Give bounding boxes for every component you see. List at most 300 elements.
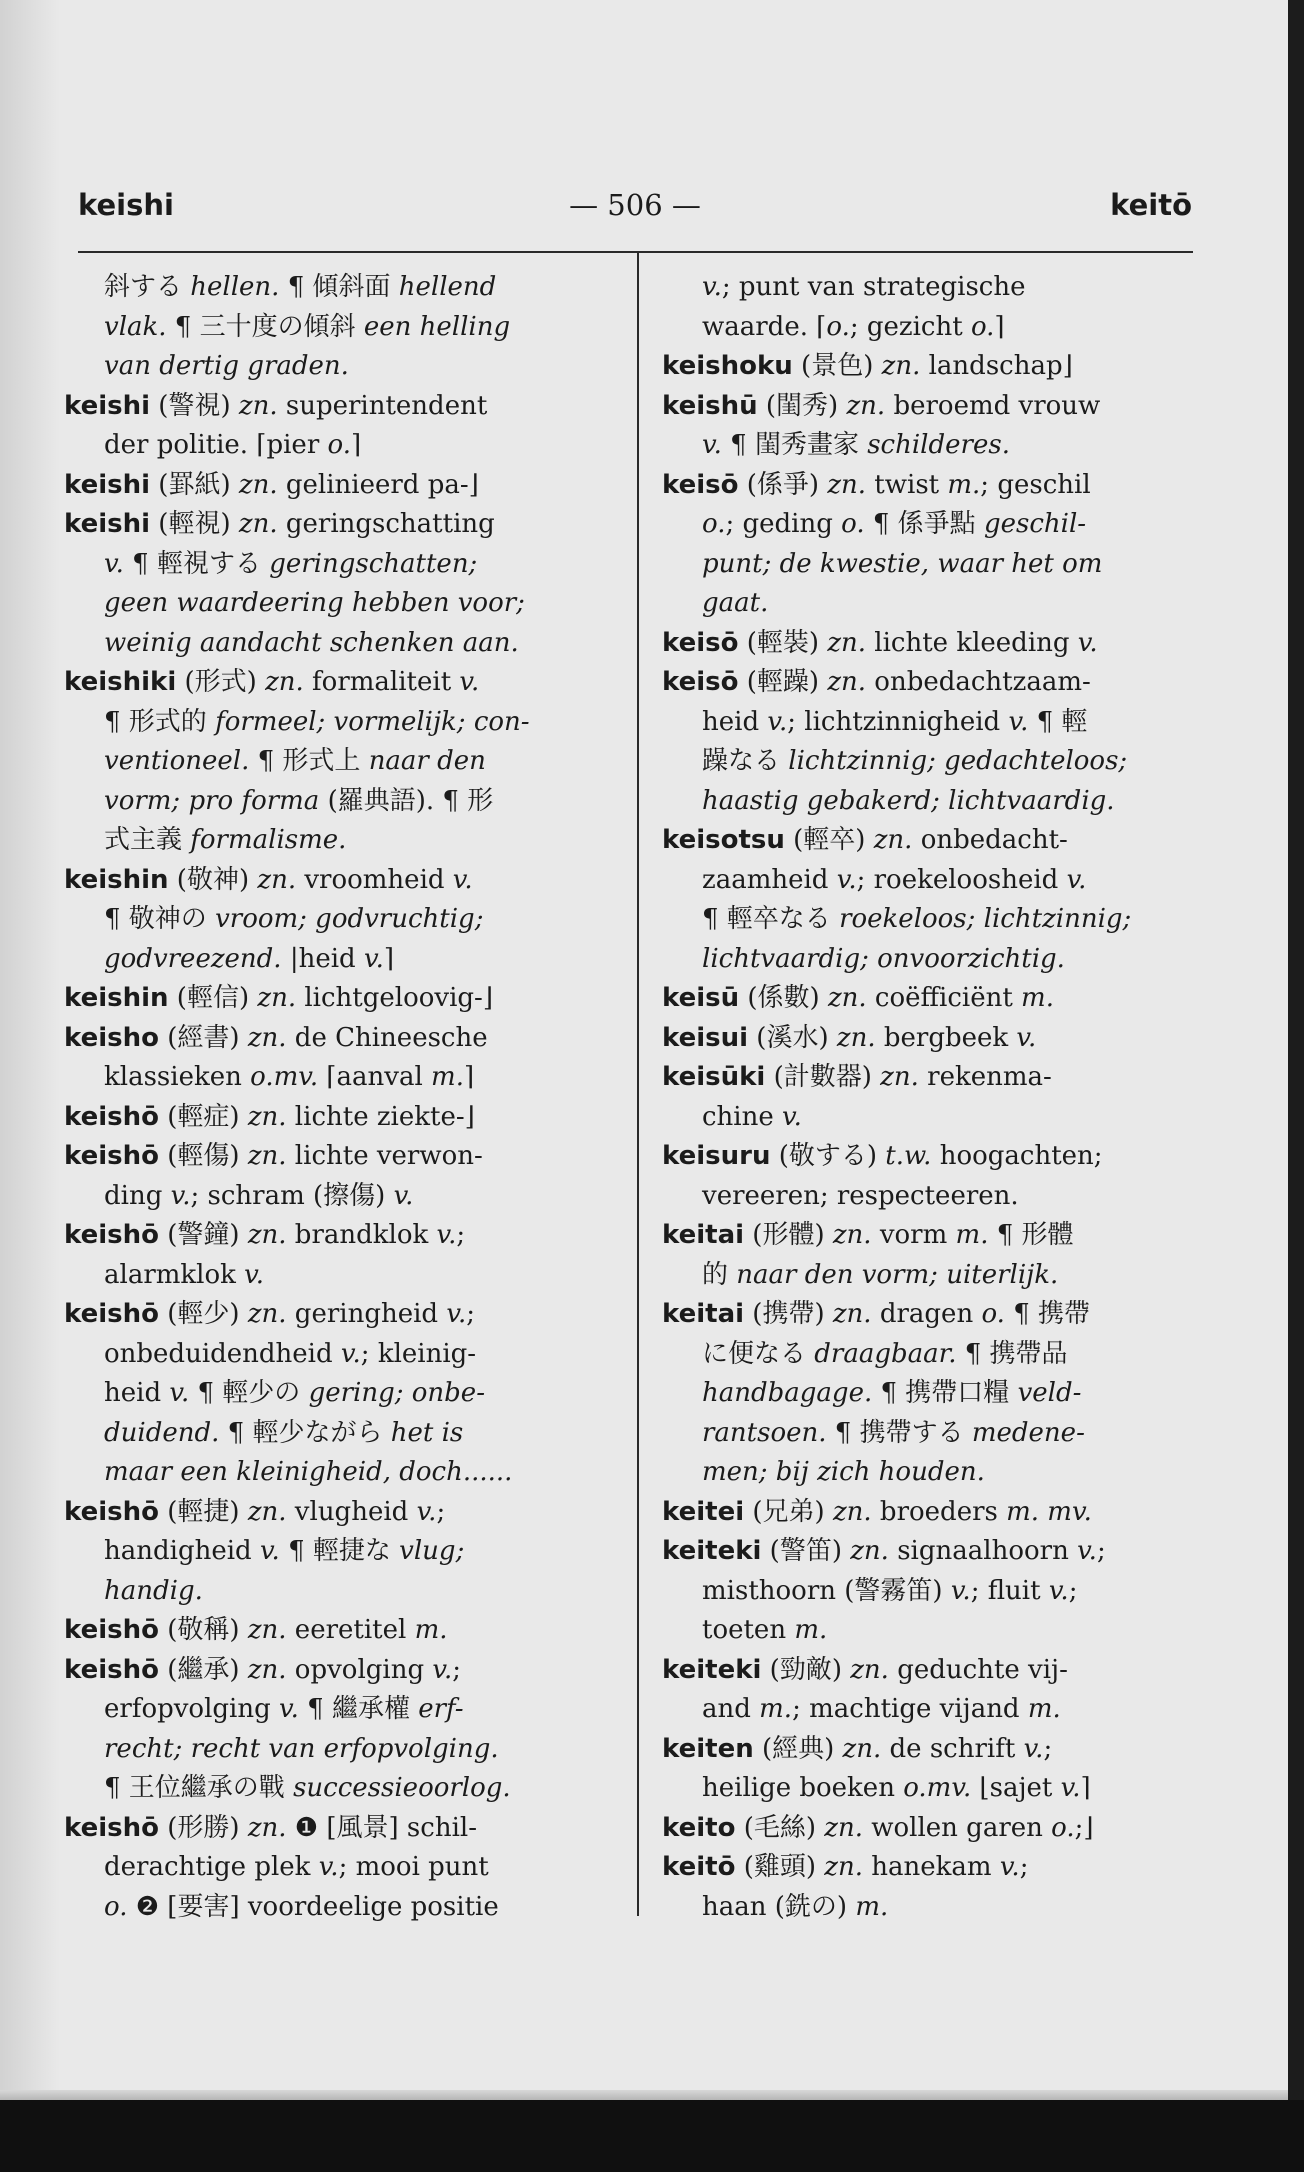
entry-text: (罫紙) [150,469,239,500]
entry-line [64,861,614,901]
column-divider [637,251,639,1916]
entry-text: ; [1068,1575,1078,1606]
italic-text: veld- [1017,1378,1082,1408]
headword: keitō [662,1852,736,1882]
entry-text: (形勝) [159,1812,248,1843]
entry-text: hoogachten; [931,1141,1103,1171]
entry-text: coëfficiënt [866,983,1022,1013]
italic-text: zn. [832,1220,872,1250]
italic-text: geschil- [983,509,1087,539]
entry-text: (輕捷) [159,1496,248,1527]
entry-text: (輕視) [150,509,239,539]
entry-text: (警笛) [761,1536,851,1566]
entry-text: broeders [871,1496,1007,1527]
italic-text: maar een kleinigheid, doch...... [104,1457,513,1487]
entry-line [662,1690,1202,1730]
headword: keishō [64,1812,159,1843]
headword: keisūki [662,1062,766,1092]
entry-line [64,782,614,822]
entry-text: ¶ 輕少の [189,1378,309,1408]
entry-text: (計數器) [765,1062,881,1092]
italic-text: v. [1060,1773,1081,1803]
italic-text: recht; recht van erfopvolging. [104,1733,499,1764]
italic-text: medene- [971,1417,1085,1448]
italic-text: zn. [850,1536,889,1566]
entry-text: rekenma- [918,1062,1052,1092]
entry-line [662,584,1202,624]
entry-text: toeten [702,1615,795,1645]
entry-line [662,1611,1202,1651]
entry-line [64,1730,614,1770]
italic-text: v. [1016,1022,1037,1053]
entry-line [662,1019,1202,1059]
headword: keishoku [662,351,793,381]
entry-line [64,1177,614,1217]
right-column [662,268,1202,1927]
page-number: — 506 — [569,188,701,222]
italic-text: vroom; godvruchtig; [215,904,484,934]
italic-text: v. [1023,1733,1044,1764]
entry-text: 躁なる [702,746,789,776]
italic-text: o. [970,311,995,342]
entry-text: (輕躁) [738,667,828,697]
italic-text: zn. [265,667,304,697]
italic-text: v. [259,1536,280,1566]
entry-line [64,663,614,703]
italic-text: zn. [247,1299,287,1329]
entry-line [662,703,1202,743]
entry-line [64,979,614,1019]
italic-text: men; bij zich houden. [702,1457,985,1487]
italic-text: v. [244,1259,265,1290]
entry-text: (係爭) [738,469,828,500]
entry-text: wollen garen [862,1812,1052,1843]
headword: keiten [662,1733,754,1764]
entry-line [64,1453,614,1493]
entry-line [64,1019,614,1059]
italic-text: zn. [824,1812,863,1843]
entry-line [662,1098,1202,1138]
entry-text: (經典) [753,1733,843,1764]
entry-line [662,545,1202,585]
entry-line [662,1137,1202,1177]
entry-text: gelinieerd pa-⌋ [277,469,479,500]
italic-text: het is [390,1417,464,1448]
italic-text: zn. [846,390,886,421]
entry-line [662,1414,1202,1454]
entry-text: (係數) [739,983,828,1013]
entry-text: ❷ [要害] voordeelige positie [127,1891,499,1922]
entry-text: ⌈aanval [318,1062,432,1092]
italic-text: v. [393,1180,414,1211]
headword: keishin [64,864,169,895]
entry-text: (兄弟) [744,1496,833,1527]
entry-text: de Chineesche [286,1022,488,1053]
entry-line [662,861,1202,901]
entry-text: ; [452,1654,462,1685]
entry-text: landschap⌋ [920,351,1073,381]
headword: keishū [662,390,758,421]
entry-line [662,1256,1202,1296]
entry-text: waarde. ⌈ [702,311,827,342]
italic-text: zn. [827,627,867,658]
entry-text: (羅典語). ¶ 形 [327,785,494,816]
italic-text: punt; de kwestie, waar het om [702,548,1103,579]
entry-line [662,1809,1202,1849]
entry-text: ❶ [風景] schil- [286,1812,478,1843]
entry-line [662,308,1202,348]
entry-text: lichtgeloovig-⌋ [296,983,493,1013]
entry-text: heid [104,1378,170,1408]
entry-text: (輕少) [159,1299,248,1329]
entry-line [662,387,1202,427]
headword: keishō [64,1615,159,1645]
entry-line [64,1414,614,1454]
headword: keisho [64,1022,159,1053]
italic-text: zn. [238,390,278,421]
entry-text: lichte kleeding [866,627,1078,658]
italic-text: o. [841,509,865,539]
entry-text: vereeren; respecteeren. [702,1180,1019,1211]
background-edge [0,2100,1304,2172]
italic-text: m. [794,1615,828,1645]
entry-line [64,1216,614,1256]
entry-text: ¶ 輕少ながら [227,1417,391,1448]
entry-text: ⌉ [1080,1773,1091,1803]
entry-text: twist [866,469,948,500]
header-left-guideword: keishi [78,188,174,222]
headword: keishō [64,1654,159,1685]
entry-text: zaamheid [702,864,837,895]
italic-text: vlug; [399,1536,465,1566]
entry-text: ; roekeloosheid [856,864,1067,895]
italic-text: m. [1021,983,1054,1013]
entry-line [64,1256,614,1296]
entry-text: (勁敵) [761,1654,851,1685]
entry-text: 式主義 [104,825,191,855]
entry-text: ¶ 形體 [988,1220,1074,1250]
entry-text: ⌉ [383,943,394,974]
entry-text: beroemd vrouw [885,390,1101,421]
entry-text: alarmklok [104,1259,245,1290]
headword: keito [662,1812,736,1843]
italic-text: handbagage. [702,1378,881,1408]
headword: keitei [662,1496,745,1527]
entry-line [662,268,1202,308]
entry-text: ¶ 携帶口糧 [880,1378,1018,1408]
entry-text: (輕傷) [159,1141,248,1171]
headword: keishi [64,390,151,421]
headword: keisō [662,627,739,658]
entry-text: ¶ 繼承權 [298,1694,419,1724]
entry-text: (輕裝) [738,627,828,658]
italic-text: m. [955,1220,989,1250]
entry-text: ¶ 輕視する [123,548,270,579]
entry-text: superintendent [277,390,488,421]
italic-text: weinig aandacht schenken aan. [104,627,519,658]
entry-text: geringheid [286,1299,447,1329]
italic-text: v. [950,1575,971,1606]
entry-line [64,426,614,466]
italic-text: handig. [104,1575,203,1606]
entry-text: ; lichtzinnigheid [787,706,1009,737]
entry-text: ; geding [725,509,842,539]
italic-text: v. [836,864,857,895]
italic-text: v. [318,1852,339,1882]
italic-text: gering; onbe- [308,1378,485,1408]
entry-text: ; mooi punt [338,1852,489,1882]
entry-text: 的 [702,1259,737,1290]
italic-text: zn. [832,1299,872,1329]
entry-text: hanekam [862,1852,1000,1882]
italic-text: m. mv. [1006,1496,1092,1527]
entry-text: ⌉ [463,1062,475,1092]
italic-text: zn. [881,351,921,381]
entry-text: lichte verwon- [286,1141,483,1171]
entry-text: geduchte vij- [888,1654,1068,1685]
italic-text: zn. [827,469,867,500]
entry-line [64,1493,614,1533]
headword: keishō [64,1299,159,1329]
entry-text: brandklok [286,1220,437,1250]
entry-line [64,1295,614,1335]
entry-text: (携帶) [744,1299,833,1329]
entry-line [662,1058,1202,1098]
entry-line [662,1177,1202,1217]
italic-text: o. [327,430,351,460]
entry-text: onbedacht- [912,825,1068,855]
italic-text: naar den vorm; uiterlijk. [736,1259,1059,1290]
italic-text: zn. [824,1852,863,1882]
entry-text: ¶ 携帶 [1004,1299,1091,1329]
entry-line [662,347,1202,387]
italic-text: lichtvaardig; onvoorzichtig. [702,943,1065,974]
italic-text: zn. [247,1654,287,1685]
entry-text: ¶ 敬神の [104,904,216,934]
italic-text: zn. [247,1220,287,1250]
entry-line [64,545,614,585]
entry-text: ; punt van strategische [721,272,1026,302]
entry-text: klassieken [104,1062,251,1092]
headword: keisui [662,1022,749,1053]
italic-text: formalisme. [190,825,347,855]
entry-text: (輕卒) [784,825,874,855]
italic-text: zn. [827,983,867,1013]
entry-line [64,1611,614,1651]
entry-text: ; [456,1220,466,1250]
italic-text: v. [169,1378,190,1408]
italic-text: v. [767,706,788,737]
headword: keisō [662,469,739,500]
entry-line [64,466,614,506]
headword: keishō [64,1496,159,1527]
italic-text: zn. [832,1496,872,1527]
entry-line [64,347,614,387]
italic-text: v. [104,548,124,579]
entry-text: (經書) [159,1022,248,1053]
entry-text: に便なる [702,1338,815,1369]
italic-text: zn. [247,1141,287,1171]
entry-text: (敬神) [168,864,258,895]
italic-text: haastig gebakerd; lichtvaardig. [702,785,1115,816]
entry-text: (毛絲) [735,1812,825,1843]
entry-text: ;⌋ [1074,1812,1094,1843]
entry-line [662,1769,1202,1809]
italic-text: roekeloos; lichtzinnig; [839,904,1132,934]
italic-text: m. [1027,1694,1061,1724]
italic-text: o. [702,509,726,539]
italic-text: naar den [368,746,486,776]
italic-text: vorm; pro forma [104,785,328,816]
entry-text: eeretitel [286,1615,415,1645]
entry-line [662,505,1202,545]
italic-text: zn. [247,1812,287,1843]
italic-text: vlak. [104,311,175,342]
italic-text: formeel; vormelijk; con- [215,706,530,737]
entry-text: onbedachtzaam- [866,667,1091,697]
headword: keisotsu [662,825,785,855]
entry-text: ; schram (擦傷) [190,1180,394,1211]
entry-text: (溪水) [748,1022,837,1053]
entry-line [64,624,614,664]
entry-text: (形式) [176,667,266,697]
headword: keisuru [662,1141,771,1171]
italic-text: zn. [247,1615,287,1645]
entry-line [64,821,614,861]
entry-line [64,1572,614,1612]
headword: keishin [64,983,169,1013]
italic-text: zn. [257,864,297,895]
entry-line [662,1532,1202,1572]
italic-text: v. [1066,864,1087,895]
page-header [78,188,1192,228]
italic-text: m. [759,1694,793,1724]
headword: keiteki [662,1536,762,1566]
italic-text: gaat. [702,588,769,618]
entry-text: ; gezicht [849,311,971,342]
entry-text: and [702,1694,760,1724]
italic-text: v. [363,943,384,974]
italic-text: o. [981,1299,1005,1329]
italic-text: m. [855,1891,889,1922]
entry-text: (警視) [150,390,239,421]
italic-text: zn. [850,1654,889,1685]
entry-text: |heid [281,943,364,974]
entry-text: ⌉ [350,430,362,460]
entry-text: (雞頭) [735,1852,825,1882]
italic-text: m. [414,1615,448,1645]
entry-text: der politie. ⌈pier [104,430,328,460]
entry-text: (輕症) [159,1101,248,1132]
entry-line [64,505,614,545]
italic-text: zn. [880,1062,919,1092]
left-column [64,268,614,1927]
entry-line [64,1848,614,1888]
italic-text: zn. [827,667,867,697]
entry-text: ¶ 王位繼承の戰 [104,1773,294,1803]
entry-text: ¶ 閨秀畫家 [721,430,868,460]
italic-text: v. [702,272,722,302]
header-rule [78,251,1193,253]
italic-text: zn. [842,1733,882,1764]
italic-text: v. [432,1654,453,1685]
entry-line [64,940,614,980]
entry-text: ¶ 輕 [1028,706,1088,737]
header-right-guideword: keitō [1110,188,1192,222]
entry-line [64,584,614,624]
entry-line [64,1651,614,1691]
entry-text: (輕信) [168,983,258,1013]
entry-text: derachtige plek [104,1852,319,1882]
entry-text: ; kleinig- [360,1338,477,1369]
italic-text: lichtzinnig; gedachteloos; [788,746,1128,776]
entry-text: ; [466,1299,475,1329]
entry-line [64,308,614,348]
entry-text: opvolging [286,1654,433,1685]
entry-text: (敬稱) [159,1615,248,1645]
headword: keishō [64,1101,159,1132]
headword: keishō [64,1220,159,1250]
entry-text: ¶ 輕卒なる [702,904,840,934]
entry-text: ; [1096,1536,1106,1566]
entry-line [64,1888,614,1928]
italic-text: zn. [247,1496,287,1527]
entry-line [64,1769,614,1809]
entry-line [662,1888,1202,1928]
italic-text: v. [459,667,480,697]
entry-line [662,663,1202,703]
italic-text: zn. [247,1101,287,1132]
italic-text: m. [431,1062,464,1092]
entry-text: heid [702,706,768,737]
italic-text: zn. [247,1022,287,1053]
italic-text: godvreezend. [104,943,282,974]
entry-line [64,1335,614,1375]
italic-text: erf- [418,1694,464,1724]
entry-text: ¶ 形式上 [257,746,369,776]
entry-line [662,1374,1202,1414]
entry-text: (警鐘) [159,1220,248,1250]
headword: keiteki [662,1654,762,1685]
italic-text: v. [452,864,473,895]
entry-line [64,703,614,743]
italic-text: geringschatten; [269,548,478,579]
entry-line [64,1690,614,1730]
entry-text: geringschatting [277,509,495,539]
entry-line [662,1453,1202,1493]
italic-text: hellend [398,272,497,302]
italic-text: draagbaar. [814,1338,965,1369]
italic-text: zn. [873,825,913,855]
entry-text: signaalhoorn [888,1536,1078,1566]
entry-text: ; machtige vijand [792,1694,1028,1724]
entry-text: vlugheid [286,1496,417,1527]
entry-text: formaliteit [303,667,460,697]
entry-text: (形體) [744,1220,833,1250]
entry-line [64,900,614,940]
entry-text: ⌊sajet [971,1773,1061,1803]
italic-text: een helling [363,311,511,342]
entry-line [662,979,1202,1019]
italic-text: hellen. [190,272,288,302]
italic-text: v. [1077,1536,1097,1566]
italic-text: duidend. [104,1417,228,1448]
headword: keishiki [64,667,177,697]
headword: keisō [662,667,739,697]
entry-text: haan (銑の) [702,1891,856,1922]
entry-text: (景色) [792,351,882,381]
entry-text: (閨秀) [757,390,847,421]
